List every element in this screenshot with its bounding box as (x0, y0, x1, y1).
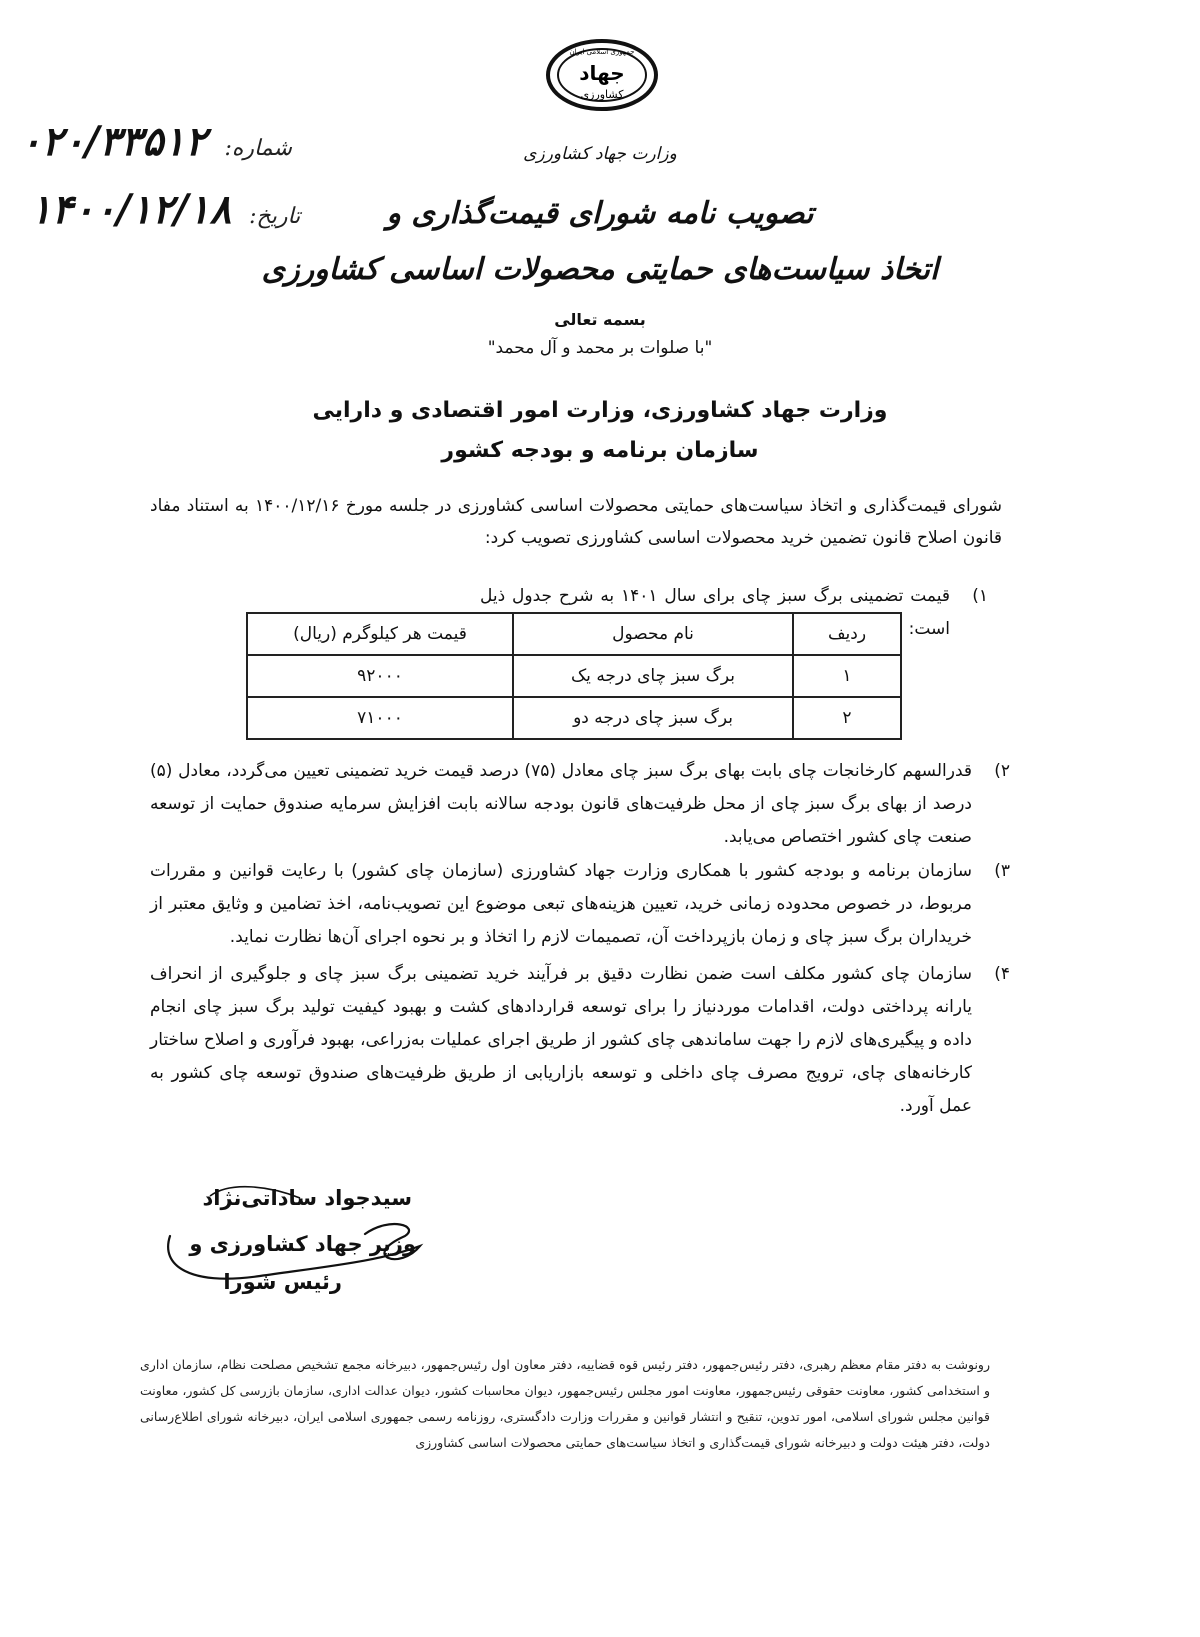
signatory-name: سیدجواد ساداتی‌نژاد (202, 1186, 412, 1210)
cell-row-number: ۱ (793, 655, 901, 697)
clause-4 (150, 958, 1010, 1123)
clause-3 (150, 855, 1010, 954)
clause-text: سازمان برنامه و بودجه کشور با همکاری وزارت جهاد کشاورزی (سازمان چای کشور) با رعایت قوانین و مقررات مربوط، در خصوص محدوده زمانی خرید، تعیین هزینه‌های تبعی موضوع این تصویب‌نامه، اخذ تضامین و وثایق معتبر از خریداران برگ سبز چای و زمان بازپرداخت آن، تصمیمات لازم را اتخاذ و بر نحوه اجرای آن‌ها نظارت نماید. (150, 861, 972, 947)
date-label: تاریخ: (249, 204, 301, 229)
intro-paragraph: شورای قیمت‌گذاری و اتخاذ سیاست‌های حمایتی محصولات اساسی کشاورزی در جلسه مورخ ۱۴۰۰/۱۲/۱۶ به استناد مفاد قانون اصلاح قانون تضمین خرید محصولات اساسی کشاورزی تصویب کرد: (150, 496, 1002, 548)
clause-text: قدرالسهم کارخانجات چای بابت بهای برگ سبز چای معادل (۷۵) درصد قیمت خرید تضمینی تعیین می‌گردد، معادل (۵) درصد از بهای برگ سبز چای از محل ظرفیت‌های قانون بودجه سالانه بابت افزایش سرمایه صندوق حمایت از توسعه صنعت چای کشور اختصاص می‌یابد. (150, 761, 973, 847)
table-header-row (247, 613, 901, 655)
number-value: ۰۲۰/۳۳۵۱۲ (20, 118, 207, 165)
clause-number: (۱ (972, 586, 988, 606)
cell-price: ۹۲۰۰۰ (247, 655, 513, 697)
clause-2 (150, 755, 1010, 854)
cc-list: رونوشت به دفتر مقام معظم رهبری، دفتر رئیس‌جمهور، دفتر رئیس قوه قضاییه، دفتر معاون اول رئیس‌جمهور، دبیرخانه مجمع تشخیص مصلحت نظام، سازمان اداری و استخدامی کشور، معاونت حقوقی رئیس‌جمهور، معاونت امور مجلس رئیس‌جمهور، دیوان محاسبات کشور، دیوان عدالت اداری، سازمان بازرسی کل کشور، معاونت قوانین مجلس شورای اسلامی، امور تدوین، تنقیح و انتشار قوانین و مقررات وزارت دادگستری، روزنامه رسمی جمهوری اسلامی ایران، دبیرخانه شورای اطلاع‌رسانی دولت، دفتر هیئت دولت و دبیرخانه شورای قیمت‌گذاری و اتخاذ سیاست‌های حمایتی محصولات اساسی کشاورزی (140, 1357, 990, 1450)
basmala: بسمه تعالی (554, 310, 646, 329)
header-row-number: ردیف (793, 613, 901, 655)
addressee-line-2: سازمان برنامه و بودجه کشور (441, 438, 759, 463)
logo-bottom-text: کشاورزی (580, 88, 624, 101)
cell-product-name: برگ سبز چای درجه یک (513, 655, 793, 697)
logo-top-text: جمهوری اسلامی ایران (569, 48, 635, 56)
signatory-title-1: وزیر جهاد کشاورزی و (189, 1232, 416, 1256)
addressee-line-1: وزارت جهاد کشاورزی، وزارت امور اقتصادی و دارایی (312, 398, 888, 423)
date-value: ۱۴۰۰/۱۲/۱۸ (30, 186, 232, 233)
title-line-1: تصویب نامه شورای قیمت‌گذاری و (386, 196, 814, 231)
header-product-name: نام محصول (513, 613, 793, 655)
clause-text: قیمت تضمینی برگ سبز چای برای سال ۱۴۰۱ به شرح جدول ذیل است: (480, 586, 950, 639)
clause-text: سازمان چای کشور مکلف است ضمن نظارت دقیق بر فرآیند خرید تضمینی برگ سبز چای و جلوگیری از انحراف یارانه پرداختی دولت، اقدامات موردنیاز را برای توسعه قراردادهای کشت و بهبود کیفیت تولید برگ سبز چای انجام داده و پیگیری‌های لازم را جهت ساماندهی چای کشور از طریق اجرای عملیات به‌زراعی، بهبود فرآوری و اصلاح ساختار کارخانه‌های چای، ترویج مصرف چای داخلی و توسعه بازاریابی از طریق ظرفیت‌های صندوق توسعه چای کشور به عمل آورد. (150, 964, 972, 1116)
table-row (247, 655, 901, 697)
cell-price: ۷۱۰۰۰ (247, 697, 513, 739)
logo-main-text: جهاد (579, 61, 625, 85)
clause-number: (۲ (994, 761, 1010, 781)
price-table (246, 612, 902, 740)
cell-row-number: ۲ (793, 697, 901, 739)
ministry-name: وزارت جهاد کشاورزی (523, 144, 677, 164)
header-price: قیمت هر کیلوگرم (ریال) (247, 613, 513, 655)
title-line-2: اتخاذ سیاست‌های حمایتی محصولات اساسی کشاورزی (261, 252, 939, 287)
jahad-logo-icon (544, 38, 660, 112)
clause-number: (۴ (994, 964, 1010, 984)
salawat: "با صلوات بر محمد و آل محمد" (487, 338, 713, 358)
table-row (247, 697, 901, 739)
signatory-title-2: رئیس شورا (223, 1270, 342, 1294)
clause-number: (۳ (994, 861, 1010, 881)
number-label: شماره: (224, 136, 292, 161)
cell-product-name: برگ سبز چای درجه دو (513, 697, 793, 739)
